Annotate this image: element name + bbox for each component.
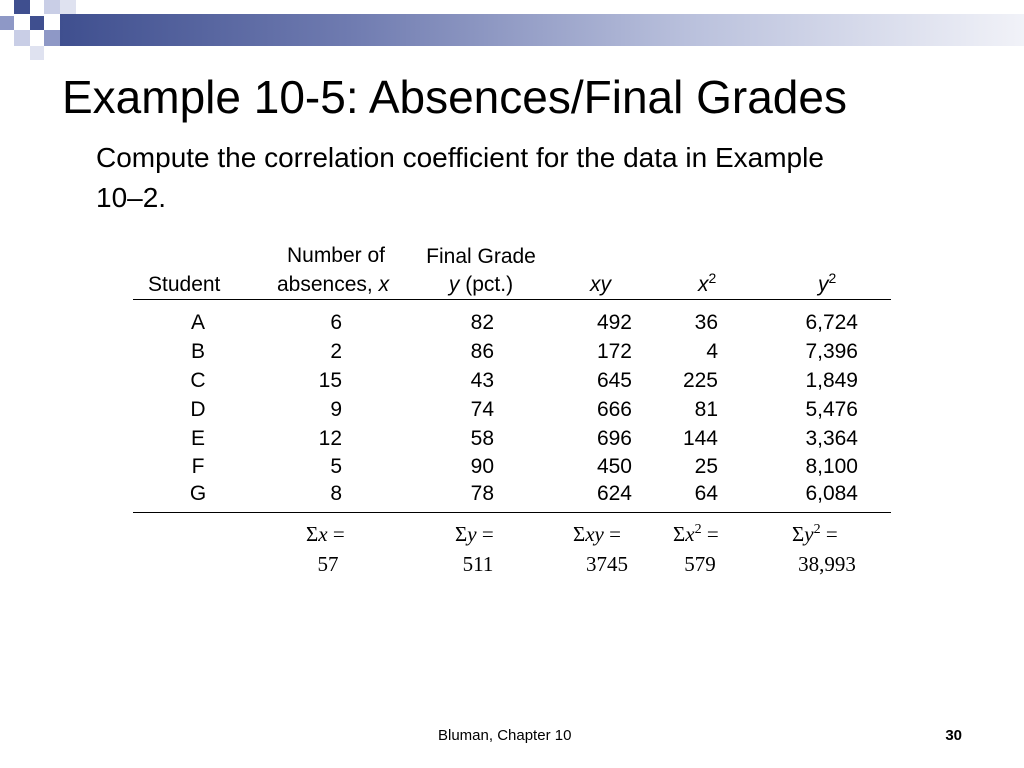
page-number: 30 — [945, 727, 962, 744]
cell-x2: 36 — [694, 311, 718, 334]
cell-y2: 5,476 — [805, 398, 858, 421]
cell-xy: 492 — [596, 311, 632, 334]
cell-y: 58 — [470, 427, 494, 450]
cell-y: 43 — [470, 369, 494, 392]
sum-label-y2 — [792, 522, 838, 547]
slide-subtitle: Compute the correlation coefficient for the data in Example 10–2. — [96, 142, 824, 213]
cell-y: 82 — [470, 311, 494, 334]
cell-xy: 645 — [596, 369, 632, 392]
cell-y2: 6,084 — [805, 482, 858, 505]
cell-xy: 666 — [596, 398, 632, 421]
cell-student: A — [190, 311, 205, 334]
sum-label-x — [306, 522, 345, 547]
decor-square — [44, 30, 60, 46]
cell-xy: 696 — [596, 427, 632, 450]
decor-square — [44, 0, 60, 14]
cell-student: B — [190, 340, 205, 363]
equals-sign: = — [327, 522, 345, 546]
decor-square — [30, 16, 44, 30]
header-xy — [590, 271, 611, 299]
header-absences-var: x — [378, 273, 390, 296]
cell-y: 74 — [470, 398, 494, 421]
header-x2-power: 2 — [708, 270, 717, 286]
sum-label-y — [455, 522, 494, 547]
sum-var: xy — [585, 522, 604, 546]
sum-value-y2: 38,993 — [798, 552, 856, 576]
sum-power: 2 — [813, 522, 821, 537]
sum-var: y — [804, 522, 814, 546]
sigma-symbol: Σ — [455, 522, 468, 546]
cell-y2: 1,849 — [805, 369, 858, 392]
equals-sign: = — [603, 522, 621, 546]
sigma-symbol: Σ — [792, 522, 805, 546]
sum-var: y — [467, 522, 477, 546]
header-rule — [133, 299, 891, 300]
cell-x2: 4 — [706, 340, 718, 363]
cell-x: 12 — [318, 427, 342, 450]
header-absences-label: absences, — [277, 273, 373, 296]
decor-square — [0, 16, 14, 30]
cell-y2: 8,100 — [805, 455, 858, 478]
sum-label-x2 — [673, 522, 719, 547]
cell-xy: 172 — [596, 340, 632, 363]
cell-student: C — [190, 369, 206, 392]
equals-sign: = — [476, 522, 494, 546]
cell-y2: 6,724 — [805, 311, 858, 334]
header-gradient-bar — [60, 14, 1024, 46]
cell-student: D — [190, 398, 206, 421]
header-y2-power: 2 — [828, 270, 837, 286]
cell-x: 5 — [330, 455, 342, 478]
equals-sign: = — [701, 522, 719, 546]
cell-x: 6 — [330, 311, 342, 334]
header-x2 — [698, 271, 716, 300]
cell-x2: 25 — [694, 455, 718, 478]
header-y2 — [818, 271, 836, 300]
cell-xy: 450 — [596, 455, 632, 478]
sum-var: x — [685, 522, 695, 546]
header-absences-line2 — [277, 271, 389, 299]
cell-x: 8 — [330, 482, 342, 505]
cell-x2: 144 — [682, 427, 718, 450]
cell-x: 2 — [330, 340, 342, 363]
header-grade-line1: Final Grade — [426, 245, 536, 268]
equals-sign: = — [820, 522, 838, 546]
sigma-symbol: Σ — [306, 522, 319, 546]
header-grade-line2 — [412, 271, 550, 299]
decor-square — [14, 0, 30, 14]
header-xy-label: xy — [590, 273, 611, 296]
header-grade-var: y — [448, 273, 460, 296]
cell-student: F — [191, 455, 205, 478]
cell-xy: 624 — [596, 482, 632, 505]
header-grade-unit: (pct.) — [465, 273, 514, 296]
sigma-symbol: Σ — [673, 522, 686, 546]
decor-square — [30, 46, 44, 60]
cell-y: 90 — [470, 455, 494, 478]
cell-x2: 81 — [694, 398, 718, 421]
sum-var: x — [318, 522, 328, 546]
slide-footer: Bluman, Chapter 10 — [438, 727, 572, 744]
decor-square — [60, 0, 76, 14]
header-y2-base: y — [818, 273, 829, 296]
cell-student: E — [190, 427, 205, 450]
decor-square — [14, 30, 30, 46]
cell-x: 15 — [318, 369, 342, 392]
body-rule — [133, 512, 891, 513]
cell-y: 86 — [470, 340, 494, 363]
sum-value-x: 57 — [317, 552, 339, 576]
sum-label-xy — [573, 522, 621, 547]
cell-x2: 64 — [694, 482, 718, 505]
cell-x: 9 — [330, 398, 342, 421]
header-x2-base: x — [698, 273, 709, 296]
sum-power: 2 — [694, 522, 702, 537]
cell-student: G — [189, 482, 207, 505]
cell-y2: 3,364 — [805, 427, 858, 450]
sigma-symbol: Σ — [573, 522, 586, 546]
slide-title: Example 10-5: Absences/Final Grades — [62, 71, 847, 123]
sum-value-y: 511 — [462, 552, 494, 576]
sum-value-x2: 579 — [684, 552, 716, 576]
cell-y: 78 — [470, 482, 494, 505]
cell-x2: 225 — [682, 369, 718, 392]
cell-y2: 7,396 — [805, 340, 858, 363]
header-absences-line1: Number of — [286, 244, 386, 267]
header-student: Student — [148, 273, 221, 296]
sum-value-xy: 3745 — [586, 552, 628, 576]
